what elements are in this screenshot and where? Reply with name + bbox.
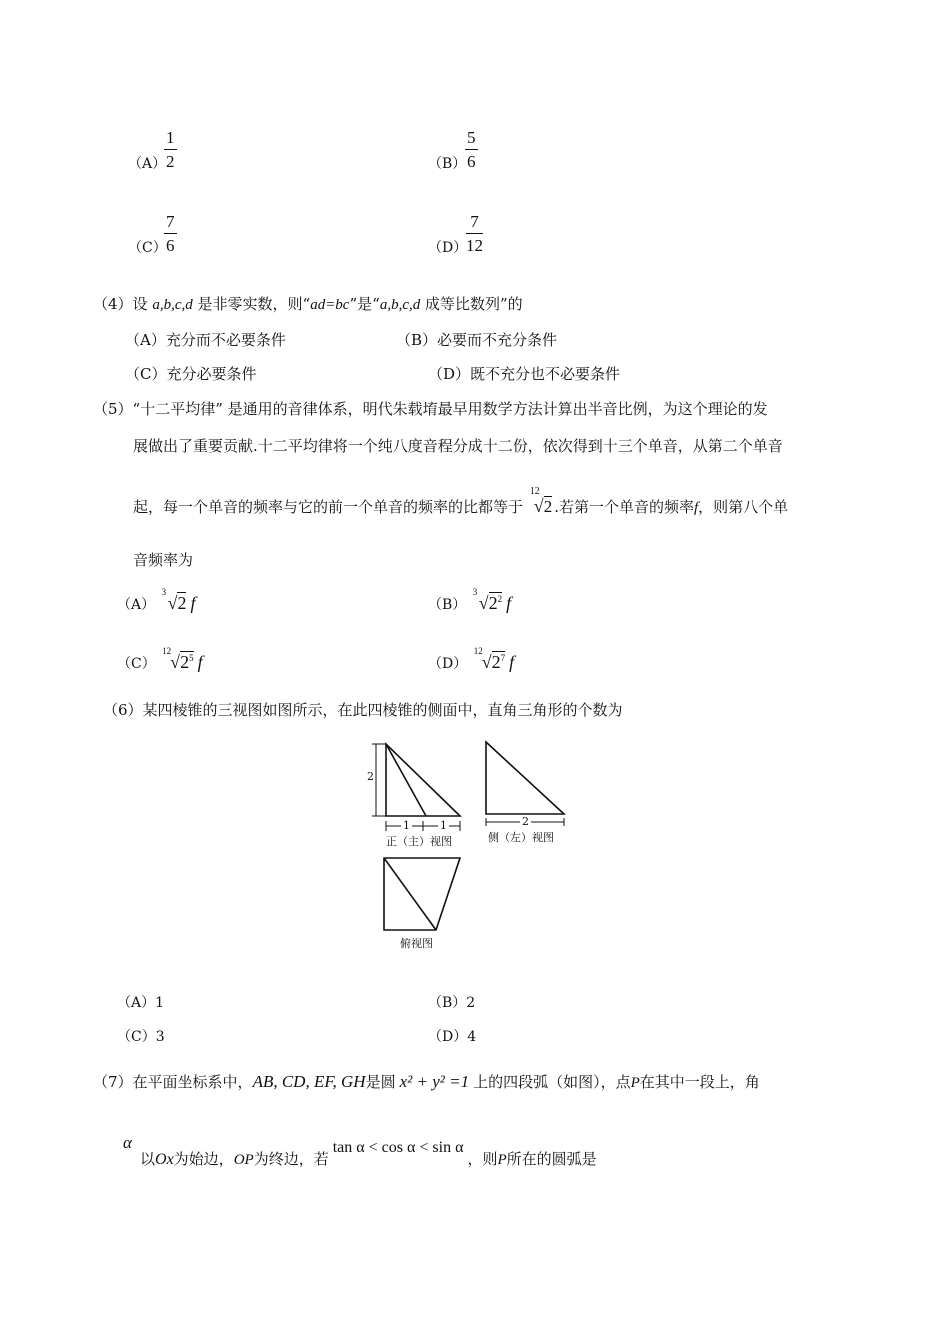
three-view-figure — [360, 732, 580, 952]
radicand: 2 — [180, 652, 190, 672]
radicand: 2 — [177, 593, 187, 613]
question-number: （4） — [93, 295, 133, 313]
q5-option-b: （B） 3 $√2^2$ f — [428, 587, 512, 613]
denominator: 6 — [166, 236, 175, 255]
q4-option-a: （A）充分而不必要条件 — [125, 331, 286, 349]
q5-option-a: （A） 3 √2 f — [117, 587, 196, 613]
numerator: 5 — [467, 128, 476, 147]
option-label: （C） — [117, 656, 156, 672]
twelfth-root-of-two: 12 √2 — [529, 486, 553, 516]
option-label: （B） — [428, 597, 467, 613]
question-6-stem — [103, 699, 623, 720]
variable: f — [190, 593, 196, 613]
variable: f — [506, 593, 512, 613]
option-label: （A） — [117, 597, 156, 613]
variable: f — [509, 652, 515, 672]
q7-text: 是圆 — [365, 1073, 396, 1091]
side-view-triangle — [486, 742, 564, 814]
alpha-symbol: α — [123, 1133, 132, 1152]
q3-option-c-label: （C） — [128, 240, 167, 256]
question-7-line-1 — [93, 1071, 760, 1092]
q3-option-d-fraction — [466, 213, 483, 254]
q4-text: 成等比数列”的 — [420, 295, 523, 313]
exponent: 7 — [500, 653, 506, 663]
q5-option-d: （D） 12 $√2^7$ f — [428, 646, 515, 672]
top-view-diagonal — [384, 858, 436, 930]
q7-text: 以 — [140, 1150, 156, 1168]
q7-text: 为终边，若 — [253, 1150, 329, 1168]
option-label: （D） — [428, 656, 468, 672]
numerator: 1 — [166, 128, 175, 147]
root-index: 3 — [472, 587, 478, 597]
arc-list: AB, CD, EF, GH — [252, 1072, 366, 1091]
numerator: 7 — [470, 212, 479, 231]
question-5-line-2: 展做出了重要贡献.十二平均律将一个纯八度音程分成十二份，依次得到十三个单音，从第二个单音 — [133, 437, 783, 455]
denominator: 2 — [166, 152, 175, 171]
point-p: P — [497, 1152, 507, 1168]
q4-text: 设 — [132, 295, 153, 313]
side-view-caption: 侧（左）视图 — [488, 831, 554, 844]
width-label-2: 1 — [440, 819, 447, 832]
circle-equation: x² + y² =1 — [399, 1072, 470, 1091]
question-number: （6） — [103, 701, 143, 719]
q6-text: 某四棱锥的三视图如图所示，在此四棱锥的侧面中，直角三角形的个数为 — [142, 701, 623, 719]
point-p: P — [630, 1075, 640, 1091]
q6-option-c: （C）3 — [117, 1029, 165, 1045]
height-label: 2 — [367, 770, 374, 783]
question-7-line-2 — [140, 1139, 597, 1169]
q4-option-b: （B）必要而不充分条件 — [396, 331, 558, 349]
variable: f — [197, 652, 203, 672]
q5-text: .若第一个单音的频率 — [554, 498, 694, 516]
front-view-caption: 正（主）视图 — [386, 835, 452, 848]
op-ray: OP — [233, 1152, 254, 1168]
q7-text: ，则 — [467, 1150, 498, 1168]
top-view-caption: 俯视图 — [400, 937, 433, 950]
root-index: 12 — [162, 646, 172, 656]
q3-option-a-fraction — [164, 129, 177, 170]
q6-option-d: （D）4 — [428, 1029, 477, 1045]
radicand: 2 — [491, 652, 501, 672]
width-label-1: 1 — [403, 819, 410, 832]
q7-text: 上的四段弧（如图），点 — [473, 1073, 631, 1091]
q4-option-d: （D）既不充分也不必要条件 — [428, 365, 621, 383]
top-view-quadrilateral — [384, 858, 460, 930]
q5-text: 起，每一个单音的频率与它的前一个单音的频率的比都等于 — [133, 498, 524, 516]
radicand: 2 — [488, 593, 498, 613]
root-index: 3 — [161, 587, 167, 597]
q4-option-c: （C）充分必要条件 — [125, 365, 257, 383]
q3-option-b-label: （B） — [428, 156, 467, 172]
q3-option-d-label: （D） — [428, 240, 468, 256]
denominator: 12 — [466, 236, 483, 255]
q5-text: “十二平均律” 是通用的音律体系，明代朱载堉最早用数学方法计算出半音比例，为这个理论的发 — [132, 400, 768, 418]
q6-option-a: （A）1 — [117, 995, 165, 1011]
exponent: 5 — [189, 653, 194, 663]
q4-text: 是非零实数，则“ — [192, 295, 311, 313]
front-view-triangle — [386, 744, 460, 816]
q5-option-c: （C） 12 $√2^5$ f — [117, 646, 203, 672]
denominator: 6 — [467, 152, 476, 171]
front-view-inner-edge — [386, 744, 426, 816]
q4-math: a,b,c,d — [379, 297, 421, 313]
exponent: 2 — [497, 594, 503, 604]
trig-inequality: tan α < cos α < sin α — [332, 1139, 464, 1156]
q4-text: ”是“ — [349, 295, 380, 313]
question-5-line-3 — [133, 486, 789, 517]
q7-text: 为始边， — [173, 1150, 234, 1168]
question-4-stem — [93, 293, 523, 314]
root-index: 12 — [529, 486, 540, 497]
numerator: 7 — [166, 212, 175, 231]
q4-math: a,b,c,d — [152, 297, 193, 313]
q5-math: f — [693, 500, 699, 516]
q3-option-a-label: （A） — [128, 156, 167, 172]
question-number: （5） — [93, 400, 133, 418]
q7-text: 在其中一段上，角 — [639, 1073, 760, 1091]
q6-option-b: （B）2 — [428, 995, 476, 1011]
q3-option-c-fraction — [164, 213, 177, 254]
question-5-line-1 — [93, 398, 768, 419]
ox-axis: Ox — [155, 1151, 174, 1168]
side-width-label: 2 — [522, 815, 529, 828]
q5-text: ，则第八个单 — [698, 498, 789, 516]
q7-text: 在平面坐标系中， — [132, 1073, 253, 1091]
q7-text: 所在的圆弧是 — [506, 1150, 597, 1168]
question-number: （7） — [93, 1073, 133, 1091]
root-index: 12 — [473, 646, 483, 656]
q4-math: ad=bc — [310, 297, 350, 313]
question-5-line-4: 音频率为 — [133, 551, 194, 569]
q3-option-b-fraction — [465, 129, 478, 170]
radicand: 2 — [543, 497, 553, 516]
